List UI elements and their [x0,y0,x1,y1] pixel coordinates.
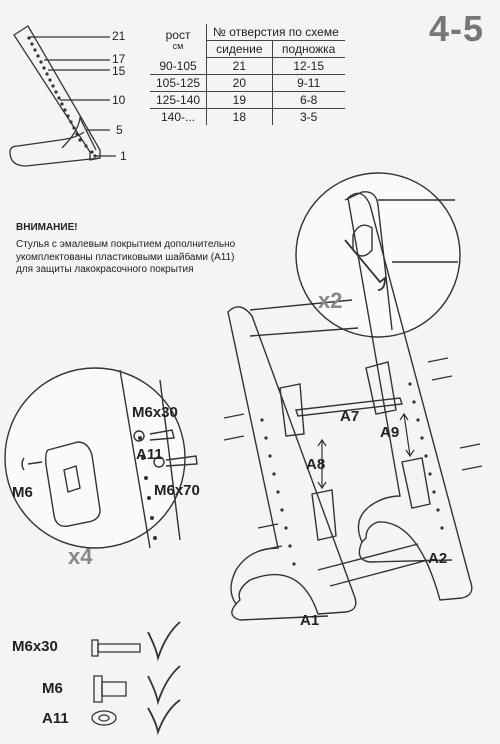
hole-label-1: 1 [120,149,127,163]
part-label-a1: A1 [300,612,320,629]
warning-title: ВНИМАНИЕ! [16,222,78,233]
hole-label-21: 21 [112,29,126,43]
hole-label-15: 15 [112,64,126,78]
table-row: 105-125 20 9-11 [150,75,345,92]
legend-label-m6x30: M6x30 [12,638,58,655]
table-row: 125-140 19 6-8 [150,92,345,109]
callout-a11: A11 [136,446,163,463]
part-label-a8: A8 [306,456,326,473]
part-label-a9: A9 [380,424,400,441]
callout-x2: x2 [318,288,343,313]
bolt-icon [92,640,98,656]
barrel-nut-icon [94,676,102,702]
legend-icons [92,622,180,732]
washer-icon [92,711,116,725]
callout-m6x70: M6x70 [154,482,200,499]
callout-m6: M6 [12,484,33,501]
legend-label-m6: M6 [42,680,63,697]
legend-label-a11: A11 [42,710,69,727]
part-label-a7: A7 [340,408,360,425]
table-row: 90-105 21 12-15 [150,58,345,75]
step-number: 4-5 [428,8,484,49]
warning-text: Стулья с эмалевым покрытием дополнительно укомплектованы пластиковыми шайбами (А11) для защиты лакокрасочного покрытия [16,239,236,275]
part-label-a2: A2 [428,550,448,567]
hole-label-17: 17 [112,52,126,66]
callout-m6x30: M6x30 [132,404,178,421]
table-row: 140-... 18 3-5 [150,109,345,126]
hole-label-5: 5 [116,123,123,137]
table-header-foot: подножка [272,41,345,58]
table-header-seat: сидение [207,41,273,58]
table-header-hole: № отверстия по схеме [207,24,345,41]
hole-label-10: 10 [112,93,126,107]
callout-x4: x4 [68,544,93,569]
table-header-height: рост см [150,24,207,58]
